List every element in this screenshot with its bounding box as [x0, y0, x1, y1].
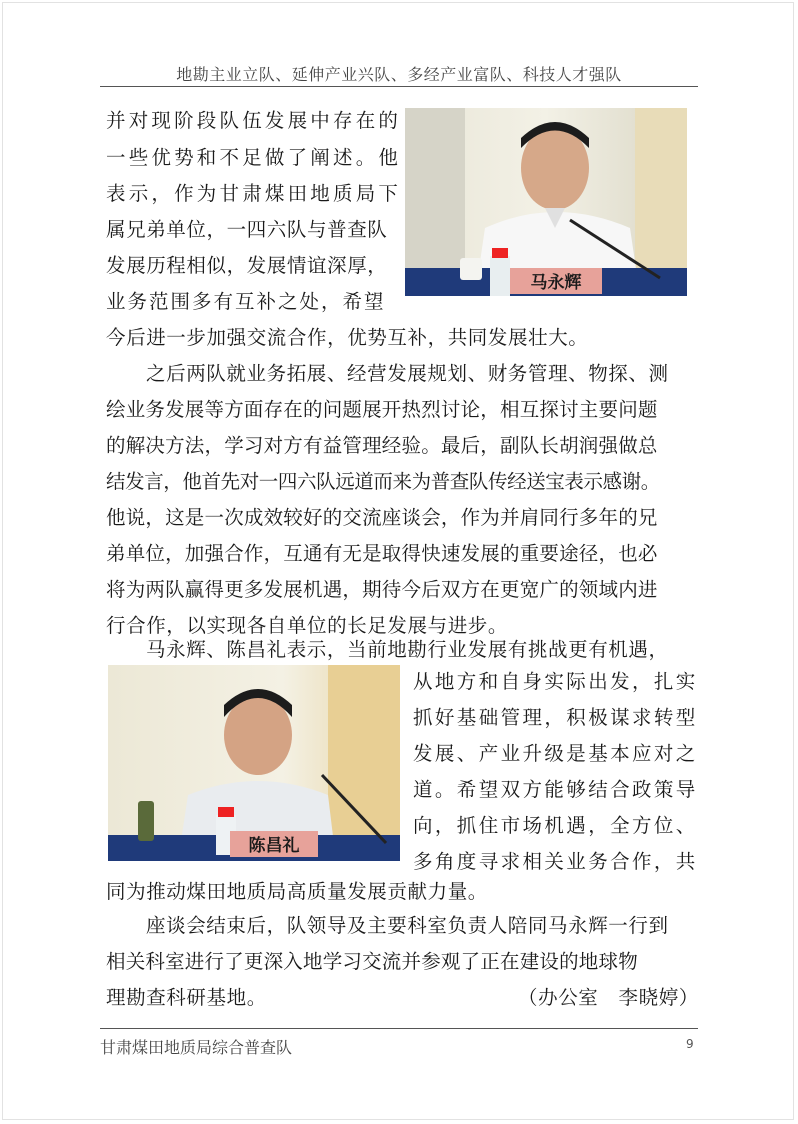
body-line: 业务范围多有互补之处，希望 — [106, 290, 386, 313]
body-line: 抓好基础管理，积极谋求转型 — [413, 706, 698, 729]
body-line: 座谈会结束后，队领导及主要科室负责人陪同马永辉一行到 — [146, 914, 669, 937]
photo-ma-yonghui — [405, 108, 687, 296]
body-line: 发展历程相似，发展情谊深厚， — [106, 254, 388, 277]
body-line: 行合作，以实现各自单位的长足发展与进步。 — [106, 614, 509, 637]
body-line: 道。希望双方能够结合政策导 — [413, 778, 698, 801]
body-line: 表示，作为甘肃煤田地质局下 — [106, 182, 402, 205]
body-line: 他说，这是一次成效较好的交流座谈会，作为并肩同行多年的兄 — [106, 506, 658, 529]
body-line: 今后进一步加强交流合作，优势互补，共同发展壮大。 — [106, 326, 589, 349]
body-line: 将为两队赢得更多发展机遇，期待今后双方在更宽广的领域内进 — [106, 578, 658, 601]
body-line: 同为推动煤田地质局高质量发展贡献力量。 — [106, 880, 488, 903]
article-byline: （办公室 李晓婷） — [518, 986, 699, 1009]
body-line: 从地方和自身实际出发，扎实 — [413, 670, 698, 693]
body-line: 绘业务发展等方面存在的问题展开热烈讨论，相互探讨主要问题 — [106, 398, 658, 421]
body-line: 之后两队就业务拓展、经营发展规划、财务管理、物探、测 — [146, 362, 669, 385]
body-line: 并对现阶段队伍发展中存在的 — [106, 109, 402, 132]
running-header: 地勘主业立队、延伸产业兴队、多经产业富队、科技人才强队 — [176, 65, 622, 84]
body-line: 向，抓住市场机遇，全方位、 — [413, 814, 698, 837]
body-line: 的解决方法，学习对方有益管理经验。最后，副队长胡润强做总 — [106, 434, 658, 457]
body-line: 一些优势和不足做了阐述。他 — [106, 146, 402, 169]
page-number: 9 — [686, 1037, 694, 1051]
body-line: 理勘查科研基地。 — [106, 986, 267, 1009]
body-line: 马永辉、陈昌礼表示，当前地勘行业发展有挑战更有机遇， — [146, 638, 669, 661]
body-line: 多角度寻求相关业务合作，共 — [413, 850, 698, 873]
body-line: 属兄弟单位，一四六队与普查队 — [106, 218, 388, 241]
footer-org: 甘肃煤田地质局综合普查队 — [100, 1038, 293, 1057]
photo-caption: 陈昌礼 — [248, 836, 300, 856]
photo-chen-changli — [108, 665, 400, 861]
body-line: 弟单位，加强合作，互通有无是取得快速发展的重要途径，也必 — [106, 542, 658, 565]
body-line: 相关科室进行了更深入地学习交流并参观了正在建设的地球物 — [106, 950, 638, 973]
body-line: 发展、产业升级是基本应对之 — [413, 742, 698, 765]
photo-caption: 马永辉 — [530, 273, 582, 293]
body-line: 结发言，他首先对一四六队远道而来为普查队传经送宝表示感谢。 — [106, 470, 660, 493]
footer-rule — [100, 1028, 698, 1029]
header-rule — [100, 86, 698, 87]
